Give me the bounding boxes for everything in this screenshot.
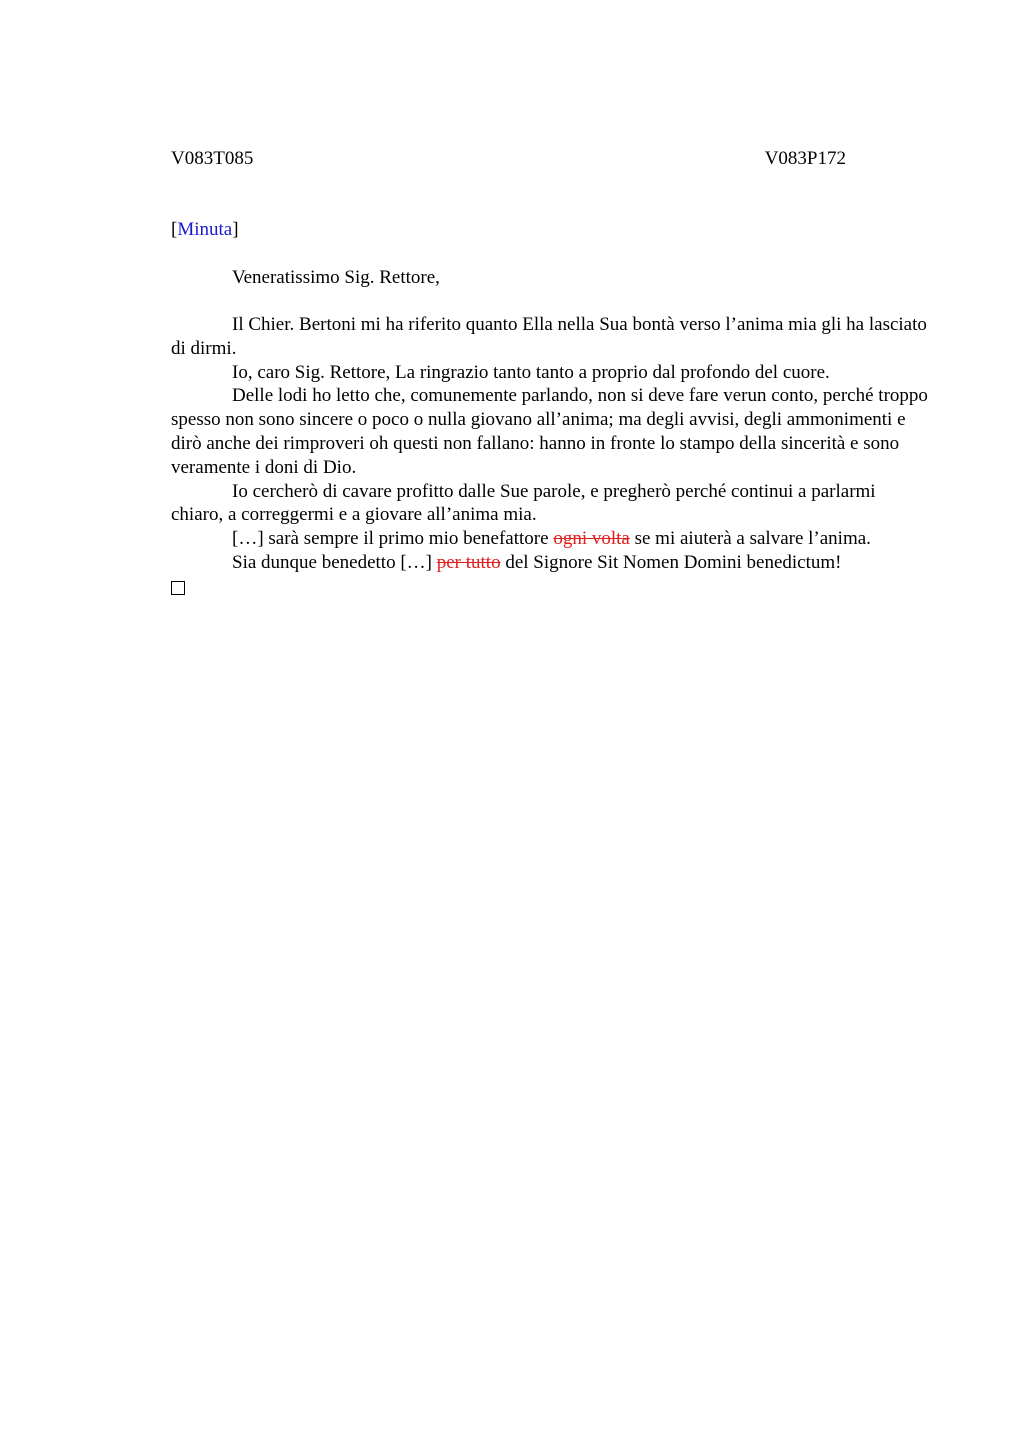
minuta-link[interactable]: Minuta [177, 219, 233, 240]
bracket-close: ] [232, 219, 239, 240]
salutation: Veneratissimo Sig. Rettore, [232, 267, 440, 288]
paragraph-5 [171, 527, 931, 551]
document-code-right: V083P172 [764, 148, 846, 169]
deleted-text: ogni volta [553, 528, 630, 550]
deleted-text: per tutto [436, 551, 501, 573]
paragraph-4: Io cercherò di cavare profitto dalle Sue parole, e pregherò perché continui a parlarmi chiaro, a correggermi e a giovare all’anima mia. [171, 480, 876, 526]
empty-square-icon [171, 581, 185, 595]
paragraph-6 [171, 551, 931, 575]
document-code-left: V083T085 [171, 148, 254, 169]
paragraph-6-before: Sia dunque benedetto […] [232, 551, 437, 573]
paragraph-5-after: se mi aiuterà a salvare l’anima. [629, 528, 871, 550]
bracket-open: [ [171, 219, 178, 240]
draft-note [171, 218, 239, 242]
paragraph-2: Io, caro Sig. Rettore, La ringrazio tanto tanto a proprio dal profondo del cuore. [232, 361, 830, 383]
paragraph-1: Il Chier. Bertoni mi ha riferito quanto Ella nella Sua bontà verso l’anima mia gli ha lasciato di dirmi. [171, 314, 927, 359]
document-header [171, 147, 846, 171]
paragraph-3: Delle lodi ho letto che, comunemente parlando, non si deve fare verun conto, perché troppo spesso non sono sincere o poco o nulla giovano all’anima; ma degli avvisi, degli ammonimenti e dirò anche dei rimproveri oh questi non fallano: hanno in fronte lo stampo della sincerità e sono veramente i doni di Dio. [171, 385, 928, 478]
paragraph-6-after: del Signore Sit Nomen Domini benedictum! [500, 551, 842, 573]
paragraph-5-before: […] sarà sempre il primo mio benefattore [232, 528, 554, 550]
letter-body [171, 313, 931, 595]
